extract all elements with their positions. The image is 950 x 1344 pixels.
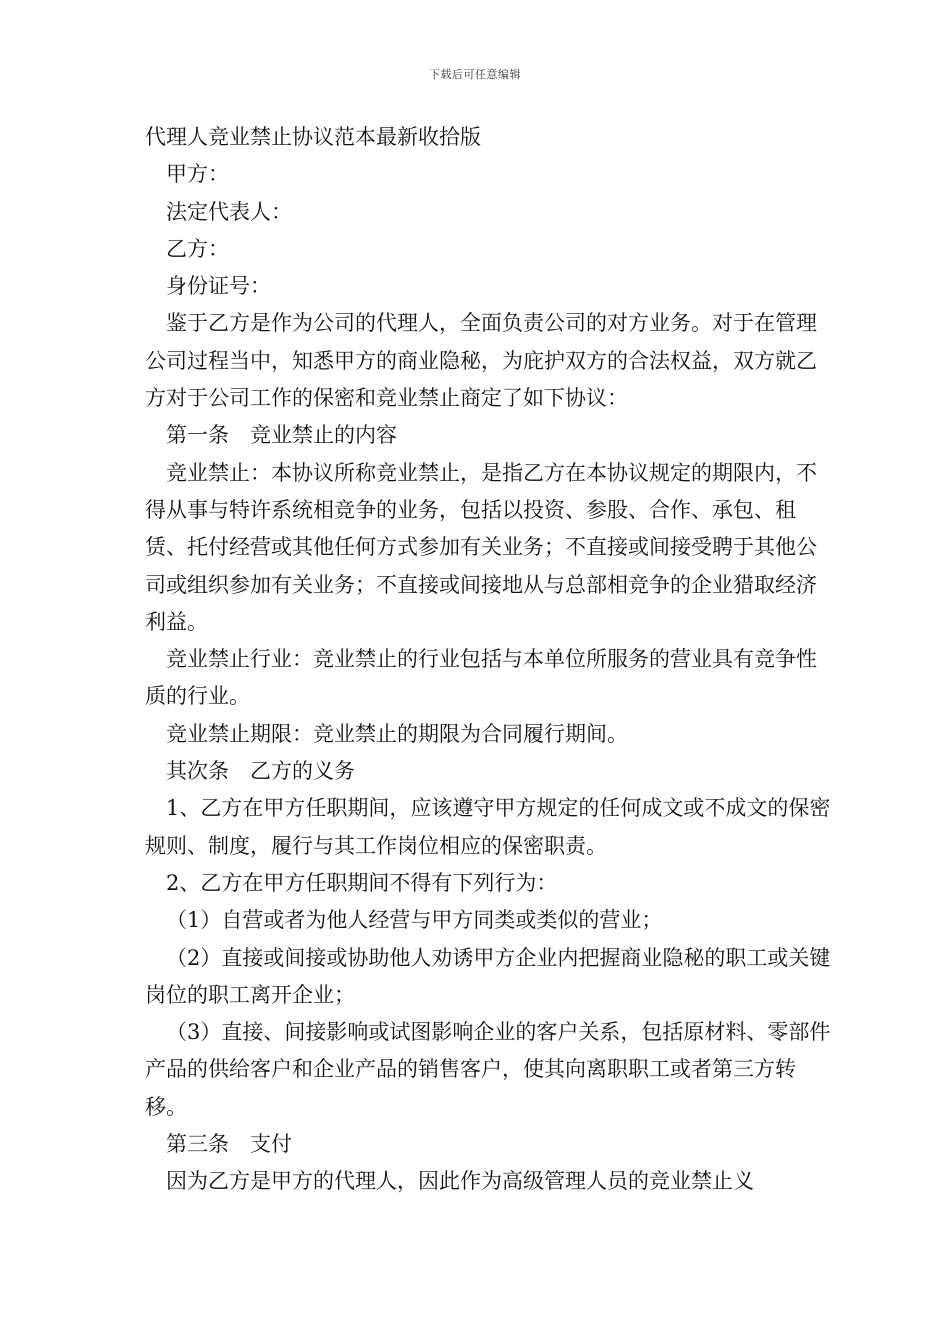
header-note: 下载后可任意编辑 <box>429 68 521 81</box>
legal-representative-line: 法定代表人： <box>166 199 292 224</box>
obligation-2-item-3: （3）直接、间接影响或试图影响企业的客户关系，包括原材料、零部件产品的供给客户和企业产品的销售客户，使其向离职职工或者第三方转移。 <box>145 1020 831 1119</box>
article-1-heading: 第一条 竞业禁止的内容 <box>166 423 397 448</box>
id-number-line: 身份证号： <box>166 274 271 299</box>
article-2-heading: 其次条 乙方的义务 <box>166 759 355 784</box>
obligation-1-paragraph: 1、乙方在甲方任职期间，应该遵守甲方规定的任何成文或不成文的保密规则、制度，履行与其工作岗位相应的保密职责。 <box>145 796 831 858</box>
article-3-heading: 第三条 支付 <box>166 1132 292 1157</box>
document-body <box>145 119 835 1201</box>
document-title: 代理人竞业禁止协议范本最新收拾版 <box>145 125 481 149</box>
party-a-line: 甲方： <box>166 162 229 187</box>
party-b-line: 乙方： <box>166 236 229 261</box>
obligation-2-item-1: （1）自营或者为他人经营与甲方同类或类似的营业； <box>166 908 663 933</box>
non-compete-definition-paragraph: 竞业禁止：本协议所称竞业禁止，是指乙方在本协议规定的期限内，不得从事与特许系统相竞争的业务，包括以投资、参股、合作、承包、租赁、托付经营或其他任何方式参加有关业务；不直接或间接受聘于其他公司或组织参加有关业务；不直接或间接地从与总部相竞争的企业猎取经济利益。 <box>145 460 817 634</box>
obligation-2-item-2: （2）直接或间接或协助他人劝诱甲方企业内把握商业隐秘的职工或关键岗位的职工离开企业； <box>145 945 831 1007</box>
payment-paragraph: 因为乙方是甲方的代理人，因此作为高级管理人员的竞业禁止义 <box>166 1169 754 1194</box>
non-compete-industry-paragraph: 竞业禁止行业：竞业禁止的行业包括与本单位所服务的营业具有竞争性质的行业。 <box>145 647 817 709</box>
non-compete-term-paragraph: 竞业禁止期限：竞业禁止的期限为合同履行期间。 <box>166 721 628 746</box>
preamble-paragraph: 鉴于乙方是作为公司的代理人，全面负责公司的对方业务。对于在管理公司过程当中，知悉甲方的商业隐秘，为庇护双方的合法权益，双方就乙方对于公司工作的保密和竞业禁止商定了如下协议： <box>145 311 817 411</box>
obligation-2-paragraph: 2、乙方在甲方任职期间不得有下列行为： <box>166 870 558 895</box>
